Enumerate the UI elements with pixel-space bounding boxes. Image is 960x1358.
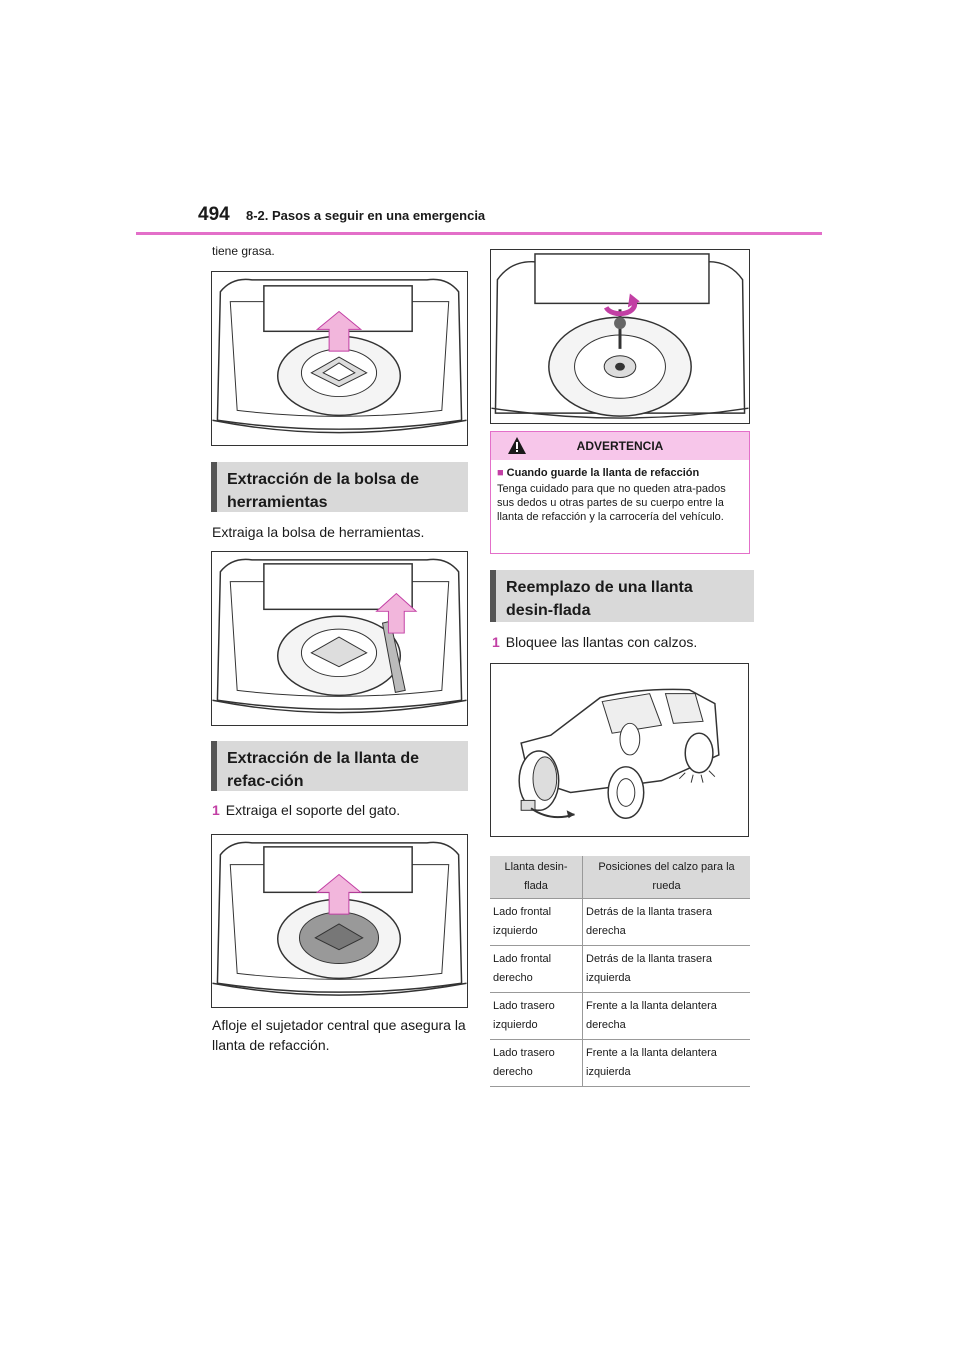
trunk-illustration-tool-bag — [211, 551, 468, 726]
chock-position-table — [490, 856, 750, 1087]
table-cell: Frente a la llanta delantera derecha — [583, 993, 751, 1040]
heading-replace-flat: Reemplazo de una llanta desin-flada — [490, 570, 754, 622]
warning-header — [491, 432, 749, 460]
table-header-flat-tire: Llanta desin-flada — [490, 856, 583, 899]
header-rule — [136, 232, 822, 235]
tool-bag-instruction: Extraiga la bolsa de herramientas. — [212, 524, 425, 540]
section-title: 8-2. Pasos a seguir en una emergencia — [246, 208, 486, 223]
warning-subtitle — [497, 467, 743, 479]
continued-text: tiene grasa. — [212, 244, 275, 258]
table-cell: Lado trasero derecho — [490, 1040, 583, 1087]
trunk-illustration-spare — [211, 834, 468, 1008]
heading-tool-bag: Extracción de la bolsa de herramientas — [211, 462, 468, 512]
car-chock-illustration — [490, 663, 749, 837]
page-number: 494 — [198, 204, 230, 225]
table-row — [490, 946, 750, 993]
table-row — [490, 1040, 750, 1087]
heading-spare-tire: Extracción de la llanta de refac-ción — [211, 741, 468, 791]
step-remove-jack — [212, 800, 400, 820]
step-chock-wheels — [492, 632, 697, 652]
warning-subtitle-text: Cuando guarde la llanta de refacción — [506, 467, 700, 479]
square-bullet-icon: ■ — [497, 467, 504, 479]
table-cell: Lado trasero izquierdo — [490, 993, 583, 1040]
table-row — [490, 993, 750, 1040]
step-text: Bloquee las llantas con calzos. — [505, 634, 698, 650]
table-cell: Detrás de la llanta trasera izquierda — [583, 946, 751, 993]
warning-icon — [507, 436, 527, 455]
warning-body: Tenga cuidado para que no queden atra-pados sus dedos u otras partes de su cuerpo entre la llanta de refacción y la carrocería del vehículo. — [497, 483, 726, 523]
warning-title: ADVERTENCIA — [576, 439, 664, 453]
loosen-fastener-instruction: Afloje el sujetador central que asegura la llanta de refacción. — [212, 1017, 466, 1053]
table-row — [490, 899, 750, 946]
table-header-row — [490, 856, 750, 899]
table-header-chock-position: Posiciones del calzo para la rueda — [583, 856, 751, 899]
table-cell: Frente a la llanta delantera izquierda — [583, 1040, 751, 1087]
trunk-illustration-jack — [211, 271, 468, 446]
step-text: Extraiga el soporte del gato. — [225, 802, 401, 818]
spare-tire-fastener-illustration — [490, 249, 750, 424]
warning-box — [490, 431, 750, 554]
step-number: 1 — [492, 634, 500, 650]
step-number: 1 — [212, 802, 220, 818]
table-cell: Lado frontal derecho — [490, 946, 583, 993]
table-cell: Detrás de la llanta trasera derecha — [583, 899, 751, 946]
table-cell: Lado frontal izquierdo — [490, 899, 583, 946]
